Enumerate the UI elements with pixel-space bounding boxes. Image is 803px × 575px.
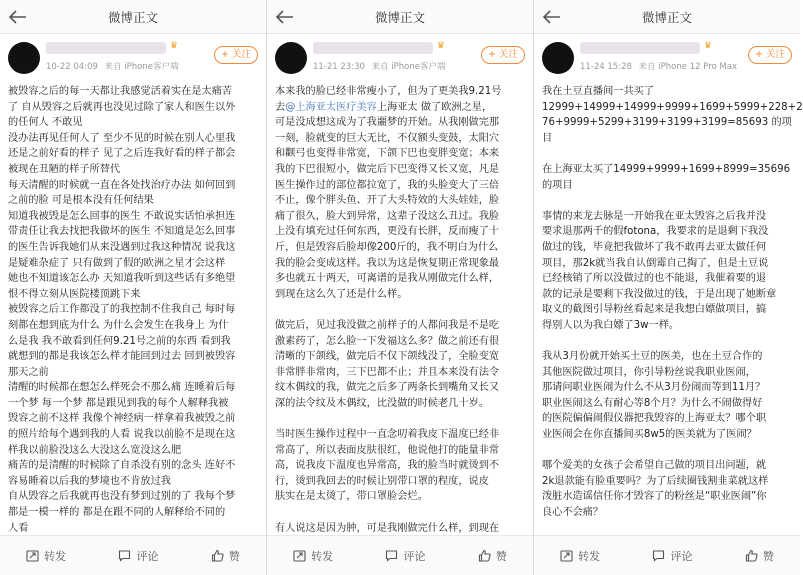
paragraph-gap xyxy=(275,505,525,521)
post-text-line: 被毁容之后工作都没了的我控制不住我自己 每时每 xyxy=(8,304,236,316)
post-text-line: 76+9999+5299+3199+3199+3199=85693 的项 xyxy=(542,117,792,129)
post-time: 10-22 04:09 xyxy=(46,62,98,72)
post-text-line: 事情的来龙去脉是一开始我在亚太毁容之后我并没 xyxy=(542,210,767,222)
post-text-line: 一刻，脸就变的巨大无比，不仅额头变鼓，太阳穴 xyxy=(275,132,500,144)
comment-icon xyxy=(385,549,398,562)
post-time: 11-21 23:30 xyxy=(313,62,365,72)
post-text-line: 常高了，所以表面皮肤很红，他说他打的能量非常 xyxy=(275,444,500,456)
header-bar xyxy=(534,0,800,34)
paragraph-gap xyxy=(275,302,525,318)
post-text-line: 还是之前好看的样子 见了之后连我好看的样子都会 xyxy=(8,148,236,160)
post-text-line: 深的法令纹及木偶纹，比没做的时候老几十岁。 xyxy=(275,397,489,409)
paragraph-gap xyxy=(542,193,792,209)
follow-button[interactable]: + 关注 xyxy=(481,46,525,64)
post-text-line: 了 自从毁容之后就再也没见过除了家人和医生以外 xyxy=(8,101,236,113)
post-text-line: 非常胖非常肉，三下巴都不止；并且本来没有法令 xyxy=(275,366,500,378)
post-text-line: 有人说这是因为肿，可是我刚做完什么样，到现在 xyxy=(275,522,500,534)
post-source: 来自 iPhone客户端 xyxy=(104,62,179,72)
post-text-line: 被毁容之后的每一天都让我感觉活着实在是太痛苦 xyxy=(8,86,233,97)
avatar[interactable] xyxy=(8,42,40,74)
comment-button[interactable] xyxy=(385,548,425,564)
post-text-line: 清醒的时候都在想怎么样死会不那么痛 连睡着后每 xyxy=(8,382,236,394)
thumbs-up-icon xyxy=(478,549,491,562)
post-text-line: 就想到的都是我该怎么样才能回到过去 回到被毁容 xyxy=(8,351,236,363)
post-text-line: 到现在这么久了还是什么样。 xyxy=(275,288,408,300)
post-text-line: 业医闹会在你直播间买8w5的医美就为了医闹？ xyxy=(542,429,757,441)
paragraph-gap xyxy=(542,334,792,350)
post-text-line: 去@上海亚太医疗美容上海亚太 做了欧洲之星， xyxy=(275,101,493,113)
post-text-line: 的医生告诉我她们从来没遇到过我这种情况 说我这 xyxy=(8,241,236,253)
post-text-line: 被现在丑陋的样子所替代 xyxy=(8,163,121,175)
post-text-line: 那请问职业医闹为什么不从3月份闹而等到11月？ xyxy=(542,382,766,394)
weibo-post-panel-1 xyxy=(0,0,266,575)
post-text-line: 带责任让我去找把我做坏的医生 不知道是怎么回事 xyxy=(8,226,236,238)
avatar[interactable] xyxy=(542,42,574,74)
action-bar xyxy=(0,535,266,575)
repost-button[interactable] xyxy=(560,548,600,564)
repost-button[interactable] xyxy=(293,548,333,564)
header-bar xyxy=(0,0,266,34)
mention-link[interactable]: @上海亚太医疗美容 xyxy=(285,101,377,113)
post-text-line: 都是一模一样的 都是在跟不同的人解释给不同的 xyxy=(8,507,226,519)
post-text-line: 和颧弓也变得非常宽，下颌下巴也变胖变宽；本来 xyxy=(275,148,500,160)
crown-icon: ♛ xyxy=(169,41,178,51)
post-body xyxy=(267,82,533,534)
post-author xyxy=(534,34,800,82)
post-text-line: 做完后，见过我没做之前样子的人都问我是不是吃 xyxy=(275,319,500,331)
like-label: 赞 xyxy=(228,549,240,563)
like-button[interactable] xyxy=(211,548,240,564)
post-text-line: 款的记录是要剩下我没做过的钱，于是出现了她断章 xyxy=(542,288,777,300)
thumbs-up-icon xyxy=(745,549,758,562)
post-text-line: 多也就五十两天，可离谱的是我从刚做完什么样， xyxy=(275,273,500,285)
post-text-line: 自从毁容之后我就再也没有梦到过别的了 我每个梦 xyxy=(8,491,236,503)
post-author xyxy=(267,34,533,82)
post-text-line: 么是我 我不敢看到任何9.21号之前的东西 看到我 xyxy=(8,335,231,347)
post-text-line: 职业医闹这么有耐心等8个月？为什么不闹做得好 xyxy=(542,397,763,409)
repost-label: 转发 xyxy=(311,549,334,563)
paragraph-gap xyxy=(542,443,792,459)
post-text-line: 的项目 xyxy=(542,179,573,191)
post-text-line: 痛苦的是清醒的时候除了自杀没有别的念头 连好不 xyxy=(8,460,236,472)
post-text-line: 本来我的脸已经非常瘦小了，但为了更美我9.21号 xyxy=(275,86,502,97)
follow-button[interactable]: + 关注 xyxy=(748,46,792,64)
post-text-line: 要求退那两千的假fotona，我要求的是退剩下我没 xyxy=(542,226,769,238)
post-text-line: 容易睡着以后我的梦境也不肯放过我 xyxy=(8,475,171,487)
post-text-line: 高，说我皮下温度也异常高，我的脸当时就烫到不 xyxy=(275,460,500,472)
post-text-line: 做过的钱，毕竟把我做坏了我不敢再去亚太做任何 xyxy=(542,241,767,253)
post-text-line: 那天之前 xyxy=(8,366,49,378)
post-text-line: 痛了很久，脸大到异常，这辈子没这么丑过。我脸 xyxy=(275,210,500,222)
repost-icon xyxy=(293,549,306,562)
weibo-post-panel-3 xyxy=(534,0,803,575)
post-text-line: 不止，像个胖头鱼、开了大头特效的大头娃娃，脸 xyxy=(275,195,500,207)
comment-icon xyxy=(118,549,131,562)
paragraph-gap xyxy=(542,521,792,537)
comment-button[interactable] xyxy=(652,548,692,564)
post-source: 来自 iPhone客户端 xyxy=(371,62,446,72)
post-text-line: 其他医院做过项目，你引导粉丝说我职业医闹， xyxy=(542,366,756,378)
thumbs-up-icon xyxy=(211,549,224,562)
post-text-line: 之前的脸 可是根本没有任何结果 xyxy=(8,195,154,207)
post-text-line: 哪个爱美的女孩子会希望自己做的项目出问题，就 xyxy=(542,460,767,472)
post-text-line: 上没有填充过任何东西，更没有长胖，反而瘦了十 xyxy=(275,226,500,238)
post-text-line: 在上海亚太买了14999+9999+1699+8999=35696 xyxy=(542,163,791,175)
post-text-line: 清晰的下颌线，做完后不仅下颌线没了，全脸变宽 xyxy=(275,351,500,363)
follow-button[interactable]: + 关注 xyxy=(214,46,258,64)
comment-label: 评论 xyxy=(403,549,426,563)
post-text-line: 一个梦 每一个梦 都是跟见到我的每个人解释我被 xyxy=(8,397,229,409)
like-label: 赞 xyxy=(762,549,774,563)
post-text-line: 是疑难杂症了 只有做到了假的欧洲之星才会这样 xyxy=(8,257,226,269)
post-text-line: 样我以前脸没这么大没这么宽没这么肥 xyxy=(8,444,182,456)
back-arrow-icon[interactable] xyxy=(273,5,297,29)
username-redacted[interactable] xyxy=(580,41,712,54)
post-text-line: 12999+14999+14999+9999+1699+5999+228+2 xyxy=(542,101,803,113)
post-text-line: 我从3月份就开始买土豆的医美，也在土豆合作的 xyxy=(542,351,763,363)
post-text-line: 斤，但是毁容后脸却像200斤的，我不明白为什么 xyxy=(275,241,499,253)
post-text-line: 我的脸会变成这样。我以为这是恢复期正常现象最 xyxy=(275,257,500,269)
post-source: 来自 iPhone 12 Pro Max xyxy=(638,62,737,72)
post-text-line: 医生操作过的部位都拉宽了，我的头脸变大了三倍 xyxy=(275,179,500,191)
comment-label: 评论 xyxy=(136,549,159,563)
post-text-line: 人看 xyxy=(8,522,29,534)
post-text-line: 取义的截图引导粉丝看起来是我想白嫖做项目，搞 xyxy=(542,304,767,316)
post-text-line: 每天清醒的时候就一直在各处找治疗办法 如何回到 xyxy=(8,179,236,191)
repost-button[interactable] xyxy=(26,548,66,564)
action-bar xyxy=(534,535,800,575)
comment-label: 评论 xyxy=(670,549,693,563)
post-text-line: 当时医生操作过程中一直念叨着我皮下温度已经非 xyxy=(275,429,500,441)
back-arrow-icon[interactable] xyxy=(540,5,564,29)
post-body xyxy=(534,82,803,530)
paragraph-gap xyxy=(542,146,792,162)
weibo-post-panel-2 xyxy=(267,0,533,575)
post-text-line: 我的下巴很短小，做完后下巴变得又长又宽，凡是 xyxy=(275,163,500,175)
post-text-line: 激素药了，怎么脸一下发福这么多？做之前还有很 xyxy=(275,335,500,347)
post-text-line: 毁容之前不这样 我像个神经病一样拿着我被毁之前 xyxy=(8,413,236,425)
page-title: 微博正文 xyxy=(107,9,158,25)
post-text-line: 得别人以为我白嫖了3w一样。 xyxy=(542,319,680,331)
post-text-line: 泼脏水造谣信任你才毁容了的粉丝是“职业医闹”你 xyxy=(542,491,767,503)
post-text-line: 的医院偏偏闹假仪器把我毁容的上海亚太？哪个职 xyxy=(542,413,767,425)
comment-icon xyxy=(652,549,665,562)
like-button[interactable] xyxy=(745,548,774,564)
repost-label: 转发 xyxy=(44,549,67,563)
post-text-line: 可是没成想这成为了我噩梦的开始。从我刚做完那 xyxy=(275,117,500,129)
post-text-line: 行，烫到我回去的时候让别带口罩的程度，说皮 xyxy=(275,475,489,487)
post-author xyxy=(0,34,266,82)
repost-label: 转发 xyxy=(578,549,601,563)
back-arrow-icon[interactable] xyxy=(6,5,30,29)
post-text-line: 的照片给每个遇到我的人看 说我以前脸不是现在这 xyxy=(8,429,236,441)
post-text-line: 恨不得立刻从医院楼顶跳下来 xyxy=(8,288,141,300)
post-text-line: 肤实在是太烫了，带口罩脸会烂。 xyxy=(275,491,428,503)
repost-icon xyxy=(26,549,39,562)
like-button[interactable] xyxy=(478,548,507,564)
repost-icon xyxy=(560,549,573,562)
post-text-line: 已经核销了所以没做过的也不能退，我催着要的退 xyxy=(542,273,767,285)
action-bar xyxy=(267,535,533,575)
paragraph-gap xyxy=(275,411,525,427)
crown-icon: ♛ xyxy=(436,41,445,51)
comment-button[interactable] xyxy=(118,548,158,564)
username-redacted[interactable] xyxy=(313,41,445,54)
post-text-line: 知道我被毁是怎么回事的医生 不敢说实话怕承担连 xyxy=(8,210,236,222)
post-text-line: 她也不知道该怎么办 天知道我听到这些话有多绝望 xyxy=(8,273,236,285)
post-text-line: 纹木偶纹的我，做完之后多了两条长到嘴角又长又 xyxy=(275,382,500,394)
post-text-line: 的任何人 不敢见 xyxy=(8,117,83,129)
post-text-line: 项目，那2k就当我自认倒霉自己掏了，但是土豆说 xyxy=(542,257,769,269)
crown-icon: ♛ xyxy=(703,41,712,51)
post-text-line: 没办法再见任何人了 至少不见的时候在别人心里我 xyxy=(8,132,236,144)
post-text-line: 目 xyxy=(542,132,553,144)
post-time: 11-24 15:28 xyxy=(580,62,632,72)
post-text-line: 2k退款能有脸重要吗？为了后续圈钱割韭菜就这样 xyxy=(542,475,769,487)
post-text-line: 刻都在想到底为什么 为什么会发生在我身上 为什 xyxy=(8,319,229,331)
like-label: 赞 xyxy=(495,549,507,563)
post-text-line: 我在土豆直播间一共买了 xyxy=(542,86,655,97)
post-text-line: 良心不会痛？ xyxy=(542,507,604,519)
page-title: 微博正文 xyxy=(374,9,425,25)
page-title: 微博正文 xyxy=(641,9,692,25)
header-bar xyxy=(267,0,533,34)
avatar[interactable] xyxy=(275,42,307,74)
username-redacted[interactable] xyxy=(46,41,178,54)
post-body xyxy=(0,82,266,534)
